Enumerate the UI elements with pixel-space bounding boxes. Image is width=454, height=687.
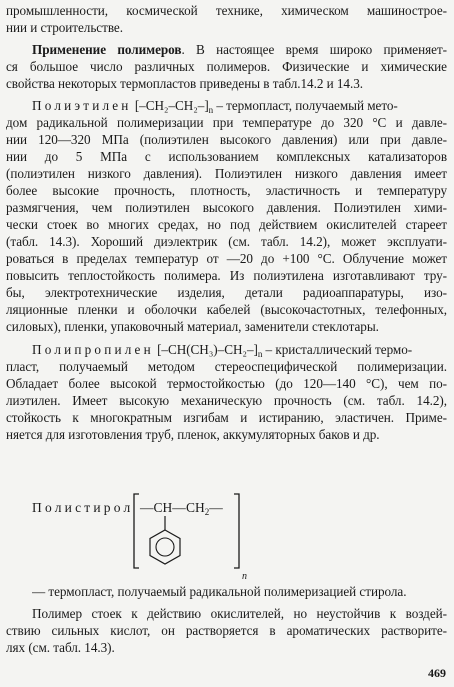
text-line: нии до 5 МПа с использованием комплексных катализаторов	[6, 149, 447, 164]
subscript-n: n	[242, 571, 247, 582]
text-line: промышленности, космической технике, химическом машинострое-	[6, 3, 447, 18]
paragraph-polyethylene-start: Полиэтилен $[-CH_2-CH_2-]_n$ – термопласт, получаемый мето-	[32, 98, 398, 114]
text-line: роваться в пределах температур от —20 до +100 °С. Облучение может	[6, 251, 447, 266]
polystyrene-formula	[6, 482, 447, 582]
text-line: свойства некоторых термопластов приведены в табл.14.2 и 14.3.	[6, 76, 363, 91]
text-line: нии и строительстве.	[6, 20, 123, 35]
paragraph-polypropylene-start: Полипропилен $[-CH(CH_3)-CH_2-]_n$ – кристаллический термо-	[32, 342, 413, 358]
section-heading: Применение полимеров	[32, 42, 182, 57]
text-line: стойкость к многократным изгибам и истиранию, эластичен. Приме-	[6, 410, 447, 425]
text-line: бы, электротехнические изделия, детали радиоаппаратуры, изо-	[6, 285, 447, 300]
text-line: ся большое число различных полимеров. Физические и химические	[6, 59, 447, 74]
text-line: няется для изготовления труб, пленок, аккумуляторных баков и др.	[6, 427, 380, 442]
text-line: — термопласт, получаемый радикальной полимеризацией стирола.	[32, 584, 407, 599]
formula-polypropylene: [–CH(CH₃)–CH₂–]	[157, 342, 258, 357]
left-bracket	[134, 494, 139, 568]
aromatic-circle	[156, 538, 174, 556]
term-polyethylene: Полиэтилен	[32, 98, 132, 113]
benzene-ring-icon	[150, 530, 180, 564]
text-line: (полиэтилен низкого давления). Полиэтилен низкого давления имеет	[6, 166, 447, 181]
section-heading-line: Применение полимеров. В настоящее время широко применяет-	[32, 42, 447, 57]
text-line: лях (см. табл. 14.3).	[6, 640, 115, 655]
text-line: (табл. 14.3). Хороший диэлектрик (см. табл. 14.2), может эксплуати-	[6, 234, 447, 249]
right-bracket	[234, 494, 239, 568]
text-line: Обладает более высокой термостойкостью (до 120—140 °С), чем по-	[6, 376, 447, 391]
text-line: повысить теплостойкость полимера. Из полиэтилена изготавливают тру-	[6, 268, 447, 283]
text-line: Полимер стоек к действию окислителей, но неустойчив к воздей-	[32, 606, 447, 621]
text-line: лиэтилен. Имеет высокую механическую прочность (см. табл. 14.2),	[6, 393, 447, 408]
polystyrene-structure	[6, 482, 447, 582]
text-line: чески стоек во многих средах, но под действием окислителей стареет	[6, 217, 447, 232]
text-line: более высокие прочность, плотность, эластичность и температуру	[6, 183, 447, 198]
page-number: 469	[428, 666, 446, 680]
text-line: ляционные пленки и оболочки кабелей (высокочастотных, телефонных,	[6, 302, 447, 317]
text-line: дом радикальной полимеризации при температуре до 320 °С и давле-	[6, 115, 447, 130]
text-line: размягчения, чем полиэтилен высокого давления. Полиэтилен хими-	[6, 200, 447, 215]
term-polypropylene: Полипропилен	[32, 342, 154, 357]
ch2-group: $CH_2—$	[186, 500, 223, 517]
ch-group: —CH—	[140, 500, 186, 515]
text-line: нии 120—320 МПа (полиэтилен высокого давления) или при давле-	[6, 132, 447, 147]
term-polystyrene: Полистирол	[32, 500, 134, 515]
formula-polyethylene: [–CH₂–CH₂–]	[134, 98, 209, 113]
text-line: пласт, получаемый методом стереоспецифической полимеризации.	[6, 359, 447, 374]
text-line: силовых), пленки, упаковочный материал, заменители стеклотары.	[6, 319, 379, 334]
text-line: ствию сильных кислот, он растворяется в ароматических растворите-	[6, 623, 447, 638]
